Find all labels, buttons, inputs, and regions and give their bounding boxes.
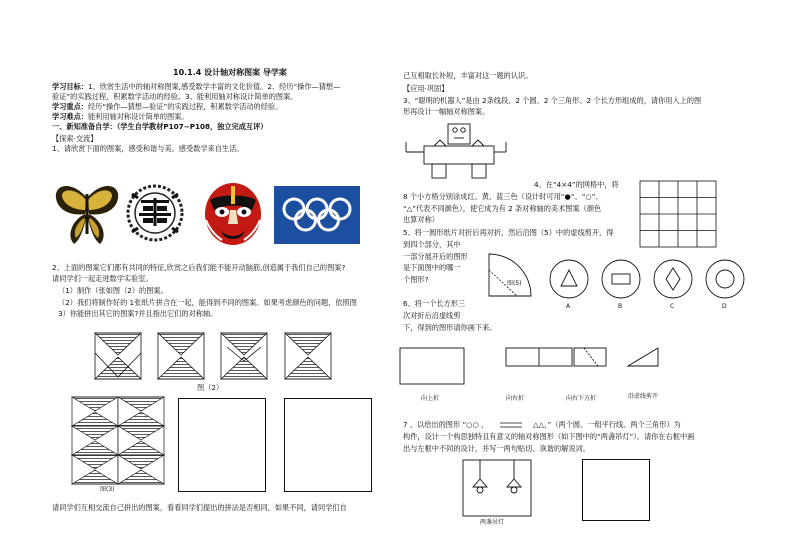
- robot-head: [448, 124, 470, 144]
- question-7-suffix: △△，”（两个圆、一组平行线、两个三角形）为: [533, 420, 681, 429]
- apply-heading: 【应用·巩固】: [403, 84, 449, 93]
- question-6-line-2: 次对折后沿虚线剪: [403, 311, 461, 320]
- key-points: [52, 102, 282, 112]
- page-title: 10.1.4 设计轴对称图案 导学案: [173, 68, 287, 77]
- question-1: 1、请欣赏下面的图案，感受和谐与美。感受数学来自生活。: [52, 144, 244, 153]
- blank-answer-box-2[interactable]: [284, 398, 372, 492]
- butterfly-image: [52, 180, 122, 246]
- choice-b[interactable]: B: [618, 303, 623, 310]
- figure-3-caption: 图(3): [100, 486, 115, 493]
- continued-text: 己互相取长补短，丰富对这一题的认识。: [403, 71, 533, 80]
- choice-c[interactable]: C: [670, 303, 675, 310]
- double-happiness-image: [124, 180, 186, 246]
- question-2-line-1: 2、上面的图案它们都有共同的特征,欣赏之后我们能不能开动脑筋,创造属于我们自己的图案?: [52, 263, 346, 272]
- choice-d[interactable]: D: [722, 303, 727, 310]
- question-5-line-2: 到四个部分，其中: [403, 240, 461, 249]
- question-4-line-1: 4、在“4×4”的网格中，将: [534, 180, 619, 189]
- fold-step-2: 向右折: [506, 395, 525, 402]
- question-2-step-3: 3）你能拼出其它的图案?并且指出它们的对称轴。: [58, 309, 218, 318]
- question-6-line-1: 6、将一个长方形三: [403, 299, 466, 308]
- learning-goals: [52, 82, 340, 92]
- question-3-line-2: 形再设计一幅轴对称图案。: [403, 107, 490, 116]
- fold-step-4: 沿虚线剪开: [628, 393, 659, 400]
- question-7-prefix: 7 、以给出的图形 “○○ ，: [403, 420, 489, 429]
- fold-step-1: 向上折: [421, 395, 440, 402]
- question-6-line-3: 下，得到的图形请你画下来。: [403, 323, 497, 332]
- question-5-line-1: 5、将一圆形纸片对折后再对折，然后沿图（5）中的虚线剪开，得: [403, 228, 614, 237]
- question-7-line-3: 出与左框中不同的设计，并写一两句贴切、诙谐的解说词。: [403, 444, 590, 453]
- figure-2-tiles: [95, 333, 341, 381]
- question-2-line-2: 请同学们一起走进数学实验室。: [52, 274, 153, 283]
- figure-2-caption: 图（2）: [197, 383, 224, 392]
- explore-heading: 【探索·交流】: [52, 134, 98, 143]
- olympic-rings-image: [274, 186, 360, 244]
- figure-5-caption: 图(5): [507, 280, 522, 287]
- difficult-points: [52, 112, 189, 122]
- question-7-line-1: [403, 420, 488, 430]
- question-4-line-4: 也算对称）: [403, 215, 439, 224]
- question-5-line-4: 是下面图中的哪一: [403, 263, 461, 272]
- diff-label: 学习难点：: [52, 112, 88, 121]
- robot-diagram: [404, 118, 508, 186]
- question-2-step-2: （2）我们将制作好的 1张纸片拼合在一起，能得到不同的图案。如果考虑颜色的问题，依照图: [58, 298, 357, 307]
- figure-3-grid: [72, 397, 164, 485]
- opera-mask-image: [202, 180, 264, 246]
- grid-4x4[interactable]: [640, 181, 718, 249]
- parallel-lines-icon: [500, 420, 524, 430]
- robot-body: [424, 146, 494, 164]
- question-7-line-2: 构件，设计一个构思独特且有意义的轴对称图形（如下图中的“两盏吊灯”）。请你在右框中画: [403, 432, 695, 441]
- answer-box-q7[interactable]: [582, 459, 650, 521]
- question-5-line-5: 个图形?: [403, 275, 429, 284]
- folding-steps: [400, 346, 700, 392]
- question-2-step-1: （1）制作（张如图（2）的图案。: [58, 286, 168, 295]
- key-label: 学习重点：: [52, 102, 88, 111]
- goals-text-2: 验证”的实践过程，积累数学活动的经验。3、能利用轴对称设计简单的图案。: [52, 92, 298, 101]
- goals-label: 学习目标：: [52, 82, 88, 91]
- olympic-rings-icon: [274, 186, 360, 244]
- choice-figures: [548, 258, 744, 302]
- question-4-line-2: 8 个小方格分别涂成红、黄、蓝三色（设计时可用“●”、“○”、: [403, 192, 603, 201]
- bottom-instruction: 请同学们互相交流自己拼出的图案，看看同学们提出的拼法是否相同，如果不同，请同学们自: [52, 503, 347, 512]
- blank-answer-box-1[interactable]: [178, 398, 266, 492]
- fold-step-3: 向右下方折: [566, 395, 597, 402]
- key-text: 经历“操作—猜想—验证”的实践过程，积累数学活动的经验。: [87, 102, 283, 111]
- question-4-line-3: “△”代表不同颜色），使它成为有 2 条对称轴的美术图案（颜色: [403, 204, 602, 213]
- section-heading-1: 一、新知准备自学：（学生自学教材P107~P108，独立完成互评）: [52, 122, 268, 131]
- tile: [95, 333, 141, 379]
- question-3-line-1: 3、“聪明的机器人”是由 2条线段、2 个圆、2 个三角形、2 个长方形组成的，请你用入上的图: [403, 96, 702, 105]
- question-5-line-3: 一部分展开后的图形: [403, 252, 468, 261]
- figure-5-quarter-circle: [487, 252, 537, 298]
- goals-text-1: 1、欣赏生活中的轴对称图案,感受数学丰富的文化价值。2、经历“操作—猜想—: [87, 82, 341, 91]
- diff-text: 能利用轴对称设计简单的图案。: [87, 112, 189, 121]
- two-lamps-example: [462, 459, 534, 521]
- lamps-caption: 两盏吊灯: [480, 519, 505, 526]
- choice-a[interactable]: A: [566, 303, 571, 310]
